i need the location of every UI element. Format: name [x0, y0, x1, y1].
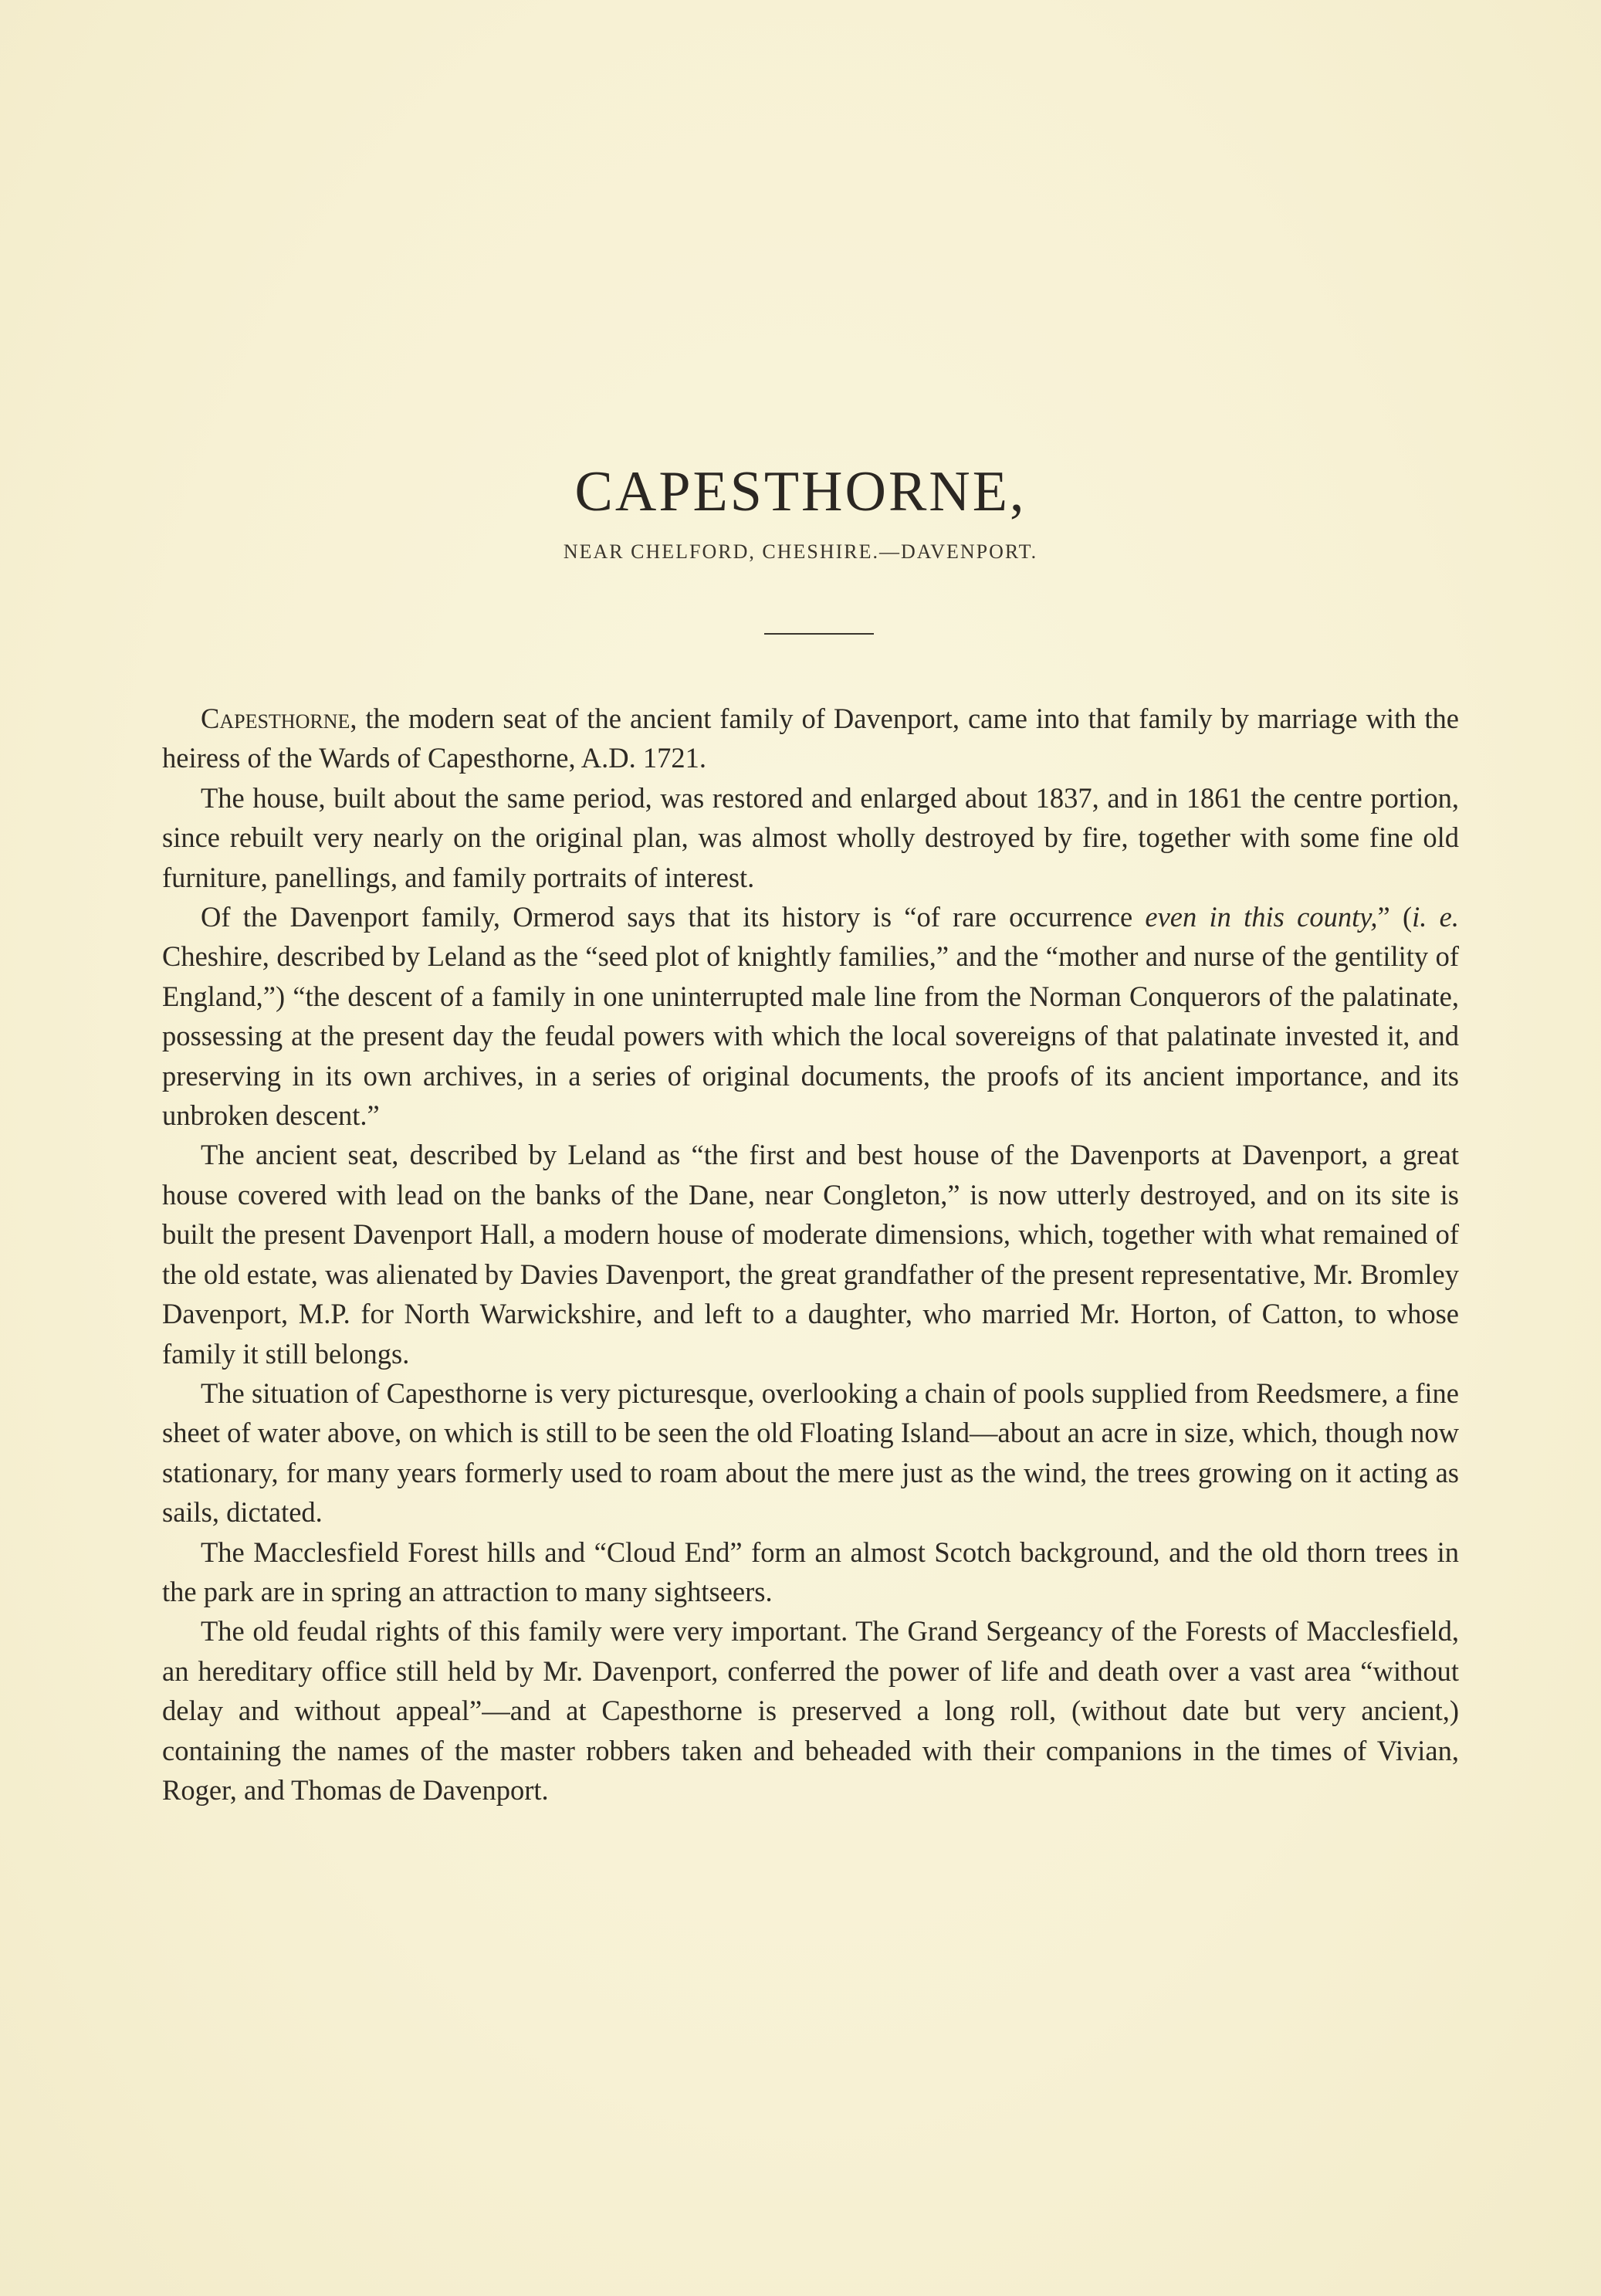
page-title: CAPESTHORNE, [574, 459, 1027, 523]
page-subtitle: NEAR CHELFORD, CHESHIRE.—DAVENPORT. [563, 540, 1038, 563]
paragraph-text: the modern seat of the ancient family of Davenport, came into that family by marriage with the heiress of the Wards of Capesthorne, A.D. 1721. [162, 703, 1459, 774]
italic-text: i. e. [1412, 901, 1459, 933]
paragraph-text: ” ( [1377, 901, 1413, 933]
paragraph: The house, built about the same period, was restored and enlarged about 1837, and in 1861 the centre portion, since rebuilt very nearly on the original plan, was almost wholly destroyed by fire, together with some fine old furniture, panellings, and family portraits of interest. [162, 781, 1459, 893]
paragraph: The ancient seat, described by Leland as “the first and best house of the Davenports at Davenport, a great house covered with lead on the banks of the Dane, near Congleton,” is now utterly destroyed, and on its site is built the present Davenport Hall, a modern house of moderate dimensions, which, together with what remained of the old estate, was alienated by Davies Davenport, the great grandfather of the present representative, Mr. Bromley Davenport, M.P. for North Warwickshire, and left to a daughter, who married Mr. Horton, of Catton, to whose family it still belongs. [162, 1139, 1459, 1370]
paragraph [162, 897, 1459, 1135]
paragraph-text: Of the Davenport family, Ormerod says that its history is “of rare occurrence [201, 901, 1146, 933]
lead-word: Capesthorne, [201, 703, 357, 734]
paragraph: The old feudal rights of this family were very important. The Grand Sergeancy of the Forests of Macclesfield, an hereditary office still held by Mr. Davenport, conferred the power of life and death over a vast area “without delay and without appeal”—and at Capesthorne is preserved a long roll, (without date but very ancient,) containing the names of the master robbers taken and beheaded with their companions in the times of Vivian, Roger, and Thomas de Davenport. [162, 1615, 1459, 1806]
italic-text: even in this county, [1145, 901, 1378, 933]
paragraph-text: Cheshire, described by Leland as the “seed plot of knightly families,” and the “mother and nurse of the gentility of England,”) “the descent of a family in one uninterrupted male line from the Norman Conquerors of the palatinate, possessing at the present day the feudal powers with which the local sovereigns of that palatinate invested it, and preserving in its own archives, in a series of original documents, the proofs of its ancient importance, and its unbroken descent.” [162, 940, 1459, 1132]
paragraph: The situation of Capesthorne is very picturesque, overlooking a chain of pools supplied from Reedsmere, a fine sheet of water above, on which is still to be seen the old Floating Island—about an acre in size, which, though now stationary, for many years formerly used to roam about the mere just as the wind, the trees growing on it acting as sails, dictated. [162, 1377, 1459, 1529]
paragraph [162, 699, 1459, 778]
paragraph: The Macclesfield Forest hills and “Cloud End” form an almost Scotch background, and the old thorn trees in the park are in spring an attraction to many sightseers. [162, 1536, 1459, 1607]
body-text [162, 699, 1459, 1810]
title-divider [764, 633, 874, 635]
